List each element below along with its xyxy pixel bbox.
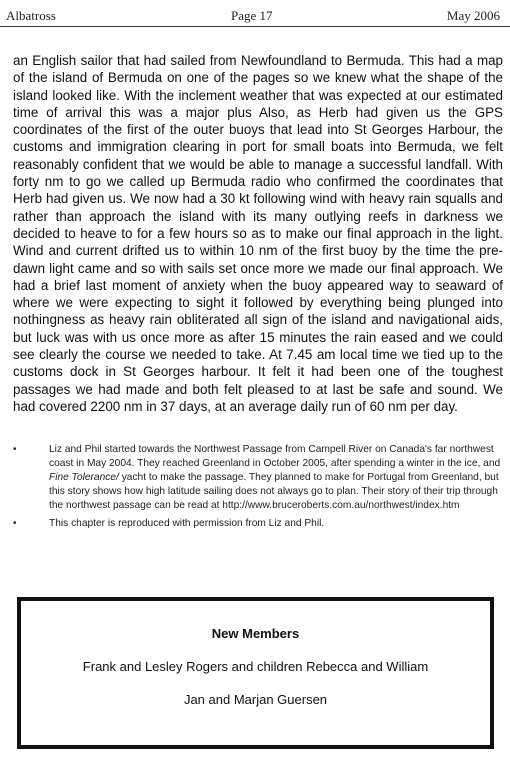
new-members-box: [17, 597, 494, 749]
footnote-item: [13, 517, 503, 531]
footnote-text: This chapter is reproduced with permission from Liz and Phil.: [49, 518, 325, 529]
new-member-entry: Frank and Lesley Rogers and children Rebecca and William: [82, 659, 429, 674]
bullet-icon: •: [13, 444, 17, 455]
header-rule: [0, 26, 510, 27]
new-members-title: New Members: [211, 626, 300, 641]
publication-name: Albatross: [6, 8, 56, 23]
footnotes: [13, 443, 503, 535]
page-number: Page 17: [231, 8, 273, 23]
yacht-name: Fine Tolerance/: [49, 472, 119, 483]
footnote-text: Liz and Phil started towards the Northwest Passage from Campell River on Canada's far northwest coast in May 2004. They reached Greenland in October 2005, after spending a winter in the ice, and: [49, 444, 501, 469]
footnote-text-continued: yacht to make the passage. They planned to make for Portugal from Greenland, but this story shows how high latitude sailing does not always go to plan. Their story of their trip through the northwest passage can be read at http://www.bruceroberts.com.au/northwest/index.htm: [49, 472, 499, 511]
article-body: an English sailor that had sailed from Newfoundland to Bermuda. This had a map of the island of Bermuda on one of the pages so we knew what the shape of the island looked like. With the inclement weather that was expected at our estimated time of arrival this was a major plus Also, as Herb had given us the GPS coordinates of the first of the outer buoys that lead into St Georges Harbour, the customs and immigration clearing in port for small boats into Bermuda, we felt reasonably confident that we would be able to manage a successful landfall. With forty nm to go we called up Bermuda radio who confirmed the coordinates that Herb had given us. We now had a 30 kt following wind with heavy rain squalls and rather than approach the island with its many outlying reefs in darkness we decided to heave to for a few hours so as to make our final approach in the light. Wind and current drifted us to within 10 nm of the first buoy by the time the pre-dawn light came and so with sails set once more we made our final approach. We had a brief last moment of anxiety when the buoy appeared way to seaward of where we were expecting to sight it followed by everything being plunged into nothingness as heavy rain obliterated all sign of the island and navigational aids, but luck was with us once more as after 15 minutes the rain eased and we could see clearly the course we needed to take. At 7.45 am local time we tied up to the customs dock in St Georges harbour. It felt it had been one of the toughest passages we had made and both felt pleased to at last be safe and sound. We had covered 2200 nm in 37 days, at an average daily run of 60 nm per day.: [13, 53, 503, 414]
page-header: [6, 8, 504, 28]
footnote-item: [13, 443, 503, 513]
bullet-icon: •: [13, 518, 17, 529]
new-member-entry: Jan and Marjan Guersen: [183, 692, 328, 707]
issue-date: May 2006: [446, 8, 500, 23]
